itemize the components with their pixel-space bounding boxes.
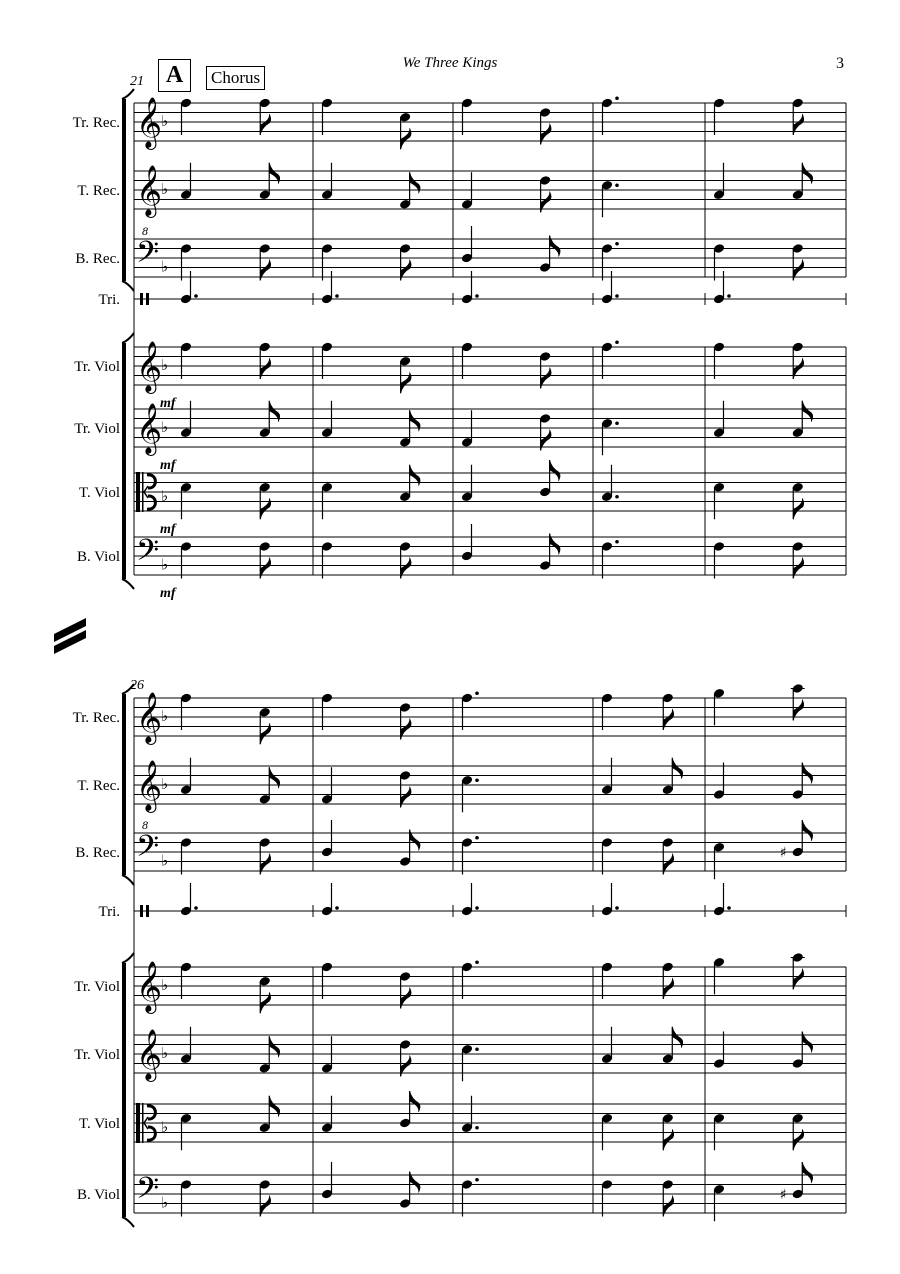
dynamic-marking: mf — [160, 458, 176, 473]
augmentation-dot — [615, 294, 619, 298]
dynamic-marking: mf — [160, 586, 176, 601]
instrument-label: T. Viol — [78, 485, 120, 501]
treble-clef-icon: 𝄞 — [136, 403, 163, 454]
piece-title: We Three Kings — [402, 55, 498, 71]
key-signature-flat-icon: ♭ — [161, 257, 169, 276]
key-signature-flat-icon: ♭ — [161, 1044, 169, 1062]
bass-clef-icon: 𝄢 — [136, 236, 160, 277]
note-flag — [410, 1091, 421, 1112]
dynamic-marking: mf — [160, 396, 176, 411]
instrument-label: Tr. Viol — [74, 421, 120, 437]
augmentation-dot — [335, 294, 339, 298]
augmentation-dot — [727, 294, 731, 298]
system-bracket — [122, 963, 126, 1217]
augmentation-dot — [475, 1178, 479, 1182]
instrument-label: Tr. Viol — [74, 359, 120, 375]
rehearsal-mark: A — [158, 59, 191, 92]
octave-mark: 8 — [142, 821, 149, 832]
page-number: 3 — [836, 55, 844, 72]
augmentation-dot — [475, 1047, 479, 1051]
sharp-icon: ♯ — [779, 1187, 787, 1203]
augmentation-dot — [615, 540, 619, 544]
augmentation-dot — [727, 906, 731, 910]
key-signature-flat-icon: ♭ — [161, 356, 169, 374]
treble-clef-icon: 𝄞 — [136, 961, 163, 1012]
augmentation-dot — [475, 778, 479, 782]
measure-number: 21 — [130, 74, 144, 89]
treble-clef-icon: 𝄞 — [136, 341, 163, 392]
augmentation-dot — [475, 1126, 479, 1130]
measure-number: 26 — [130, 678, 144, 693]
instrument-label: B. Rec. — [75, 845, 120, 861]
augmentation-dot — [615, 340, 619, 344]
note-flag — [802, 820, 813, 841]
key-signature-flat-icon: ♭ — [161, 851, 169, 870]
augmentation-dot — [475, 691, 479, 695]
augmentation-dot — [615, 495, 619, 499]
instrument-label: T. Viol — [78, 1116, 120, 1132]
dynamic-marking: mf — [160, 522, 176, 537]
augmentation-dot — [615, 96, 619, 100]
augmentation-dot — [615, 906, 619, 910]
treble-clef-icon: 𝄞 — [136, 692, 163, 743]
instrument-label: T. Rec. — [77, 183, 120, 199]
augmentation-dot — [475, 906, 479, 910]
bracket-hook — [122, 875, 134, 885]
augmentation-dot — [194, 906, 198, 910]
sharp-icon: ♯ — [779, 845, 787, 861]
bracket-hook — [122, 579, 134, 589]
system-bracket — [122, 99, 126, 281]
bracket-hook — [122, 281, 134, 291]
bracket-hook — [122, 953, 134, 963]
key-signature-flat-icon: ♭ — [161, 180, 169, 198]
instrument-label: Tr. Rec. — [72, 115, 120, 131]
bass-clef-icon: 𝄢 — [136, 534, 160, 575]
key-signature-flat-icon: ♭ — [161, 1193, 169, 1212]
augmentation-dot — [335, 906, 339, 910]
key-signature-flat-icon: ♭ — [161, 1117, 169, 1136]
treble-clef-icon: 𝄞 — [136, 1029, 163, 1080]
augmentation-dot — [615, 183, 619, 187]
key-signature-flat-icon: ♭ — [161, 555, 169, 574]
key-signature-flat-icon: ♭ — [161, 486, 169, 505]
key-signature-flat-icon: ♭ — [161, 976, 169, 994]
key-signature-flat-icon: ♭ — [161, 112, 169, 130]
treble-clef-icon: 𝄞 — [136, 760, 163, 811]
instrument-label: Tr. Rec. — [72, 710, 120, 726]
instrument-label: Tr. Viol — [74, 979, 120, 995]
percussion-clef-icon — [140, 905, 143, 917]
percussion-clef-icon — [140, 293, 143, 305]
instrument-label: T. Rec. — [77, 778, 120, 794]
bracket-hook — [122, 684, 134, 694]
augmentation-dot — [475, 294, 479, 298]
augmentation-dot — [475, 960, 479, 964]
augmentation-dot — [615, 242, 619, 246]
note-flag — [550, 460, 561, 481]
instrument-label: B. Viol — [76, 549, 120, 565]
bracket-hook — [122, 89, 134, 99]
bracket-hook — [122, 333, 134, 343]
augmentation-dot — [194, 294, 198, 298]
augmentation-dot — [615, 421, 619, 425]
instrument-label: B. Rec. — [75, 251, 120, 267]
section-label: Chorus — [206, 66, 265, 90]
treble-clef-icon: 𝄞 — [136, 165, 163, 216]
key-signature-flat-icon: ♭ — [161, 707, 169, 725]
note-flag — [802, 1162, 813, 1183]
augmentation-dot — [475, 836, 479, 840]
instrument-label: B. Viol — [76, 1187, 120, 1203]
octave-mark: 8 — [142, 227, 149, 238]
instrument-label: Tri. — [98, 292, 120, 308]
instrument-label: Tr. Viol — [74, 1047, 120, 1063]
bracket-hook — [122, 1217, 134, 1227]
instrument-label: Tri. — [98, 904, 120, 920]
bass-clef-icon: 𝄢 — [136, 830, 160, 871]
system-bracket — [122, 343, 126, 579]
treble-clef-icon: 𝄞 — [136, 97, 163, 148]
key-signature-flat-icon: ♭ — [161, 418, 169, 436]
bass-clef-icon: 𝄢 — [136, 1172, 160, 1213]
system-bracket — [122, 694, 126, 875]
key-signature-flat-icon: ♭ — [161, 775, 169, 793]
